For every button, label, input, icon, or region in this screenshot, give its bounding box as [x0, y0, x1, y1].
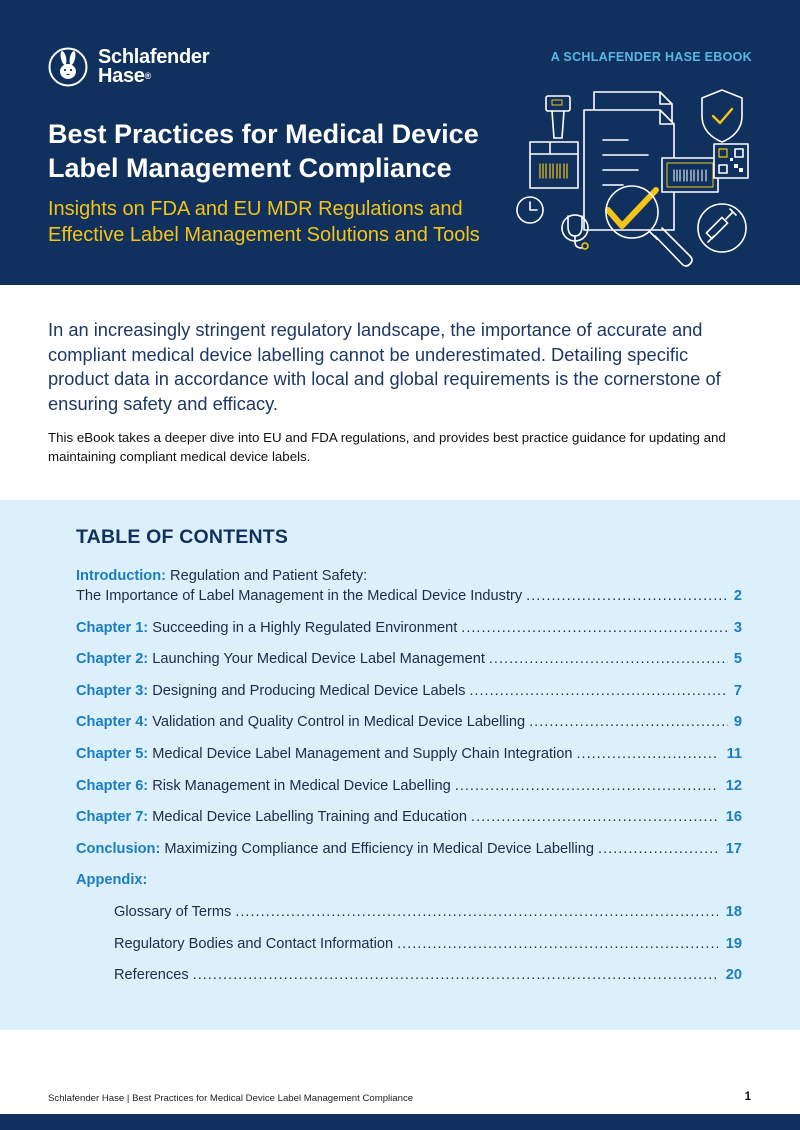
page-subtitle: Insights on FDA and EU MDR Regulations and Effective Label Management Solutions and Tools: [48, 198, 480, 246]
toc-entry-conclusion[interactable]: [76, 839, 742, 859]
toc-page-number: 16: [725, 809, 742, 826]
toc-entry-text: Risk Management in Medical Device Labelling: [152, 777, 451, 794]
toc-entry-chapter-6[interactable]: [76, 776, 742, 796]
toc-entry-label: Chapter 4:: [76, 714, 149, 731]
toc-leader: [397, 934, 718, 954]
toc-entry-label: Chapter 1:: [76, 619, 149, 636]
toc-leader: [598, 839, 718, 859]
header-banner: [0, 0, 800, 285]
toc-leader: [489, 649, 728, 669]
toc-page-number: 7: [733, 682, 742, 699]
toc-entry-text: Medical Device Label Management and Supply Chain Integration: [152, 745, 573, 762]
toc-appendix-label: Appendix:: [76, 872, 148, 889]
toc-entry-text: The Importance of Label Management in the Medical Device Industry: [76, 588, 523, 604]
toc-page-number: 2: [733, 588, 742, 604]
toc-leader: [526, 586, 728, 606]
toc-entry-text: Glossary of Terms: [114, 903, 232, 920]
toc-entry-references[interactable]: [76, 965, 742, 985]
document-check-icon: [584, 110, 674, 230]
toc-entry-label: Chapter 2:: [76, 651, 149, 668]
toc-entry-label: Introduction:: [76, 568, 166, 584]
toc-entry-text: Maximizing Compliance and Efficiency in Medical Device Labelling: [164, 840, 595, 857]
toc-entry-chapter-5[interactable]: [76, 744, 742, 764]
toc-heading: TABLE OF CONTENTS: [76, 526, 289, 548]
footer-bar: [0, 1114, 800, 1130]
toc-page-number: 11: [726, 745, 742, 762]
toc-leader: [576, 744, 718, 764]
syringe-icon: [698, 204, 746, 252]
toc-entry-glossary[interactable]: [76, 902, 742, 922]
shield-check-icon: [702, 90, 742, 142]
brand-name-line2: Hase: [98, 65, 145, 87]
box-barcode-icon: [530, 142, 578, 188]
toc-leader: [455, 776, 718, 796]
table-of-contents: [0, 500, 800, 1030]
page-title: Best Practices for Medical Device Label Management Compliance: [48, 119, 479, 183]
toc-leader: [471, 807, 718, 827]
toc-entry-chapter-1[interactable]: [76, 618, 742, 638]
toc-leader: [193, 965, 718, 985]
qr-code-icon: [714, 144, 748, 178]
toc-page-number: 18: [725, 903, 742, 920]
toc-entry-label: Chapter 3:: [76, 682, 149, 699]
toc-entry-introduction[interactable]: [76, 566, 742, 606]
toc-leader: [529, 712, 728, 732]
toc-entry-text: Succeeding in a Highly Regulated Environment: [152, 619, 458, 636]
rabbit-logo-icon: [48, 47, 88, 87]
toc-entry-chapter-7[interactable]: [76, 807, 742, 827]
toc-page-number: 12: [725, 777, 742, 794]
toc-entry-text: Regulatory Bodies and Contact Information: [114, 935, 394, 952]
toc-entry-text: Regulation and Patient Safety:: [170, 568, 368, 584]
toc-leader: [235, 902, 718, 922]
brand-name-line1: Schlafender: [98, 46, 210, 68]
toc-page-number: 5: [733, 651, 742, 668]
toc-entry-label: Conclusion:: [76, 840, 161, 857]
toc-entry-text: References: [114, 967, 189, 984]
toc-page-number: 19: [725, 935, 742, 952]
toc-page-number: 17: [725, 840, 742, 857]
registered-mark: ®: [144, 71, 151, 81]
toc-entry-text: Designing and Producing Medical Device Labels: [152, 682, 466, 699]
footer-text: Schlafender Hase | Best Practices for Medical Device Label Management Compliance: [48, 1093, 414, 1104]
toc-page-number: 9: [733, 714, 742, 731]
ebook-label: A SCHLAFENDER HASE EBOOK: [550, 50, 752, 64]
brand-logo: [48, 47, 209, 87]
clock-icon: [517, 197, 543, 223]
toc-entry-regulatory-bodies[interactable]: [76, 934, 742, 954]
toc-entry-chapter-2[interactable]: [76, 649, 742, 669]
intro-paragraph: This eBook takes a deeper dive into EU and FDA regulations, and provides best practice guidance for updating and maintaining compliant medical device labels.: [48, 430, 726, 464]
compliance-illustration: [510, 78, 755, 273]
toc-entry-label: Chapter 7:: [76, 809, 149, 826]
toc-entry-text: Medical Device Labelling Training and Education: [152, 809, 468, 826]
label-barcode-icon: [662, 158, 718, 192]
toc-leader: [461, 618, 728, 638]
toc-leader: [469, 681, 728, 701]
toc-entry-label: Chapter 5:: [76, 745, 149, 762]
toc-entry-chapter-3[interactable]: [76, 681, 742, 701]
toc-page-number: 20: [725, 967, 742, 984]
toc-entry-text: Launching Your Medical Device Label Management: [152, 651, 485, 668]
lead-paragraph: In an increasingly stringent regulatory landscape, the importance of accurate and compliant medical device labelling cannot be underestimated. Detailing specific product data in accordance with local and global requirements is the cornerstone of ensuring safety and efficacy.: [48, 319, 721, 414]
barcode-scanner-icon: [546, 96, 570, 138]
footer-page-number: 1: [744, 1091, 751, 1103]
toc-entry-chapter-4[interactable]: [76, 712, 742, 732]
toc-page-number: 3: [733, 619, 742, 636]
toc-entry-text: Validation and Quality Control in Medical Device Labelling: [152, 714, 526, 731]
toc-entry-label: Chapter 6:: [76, 777, 149, 794]
